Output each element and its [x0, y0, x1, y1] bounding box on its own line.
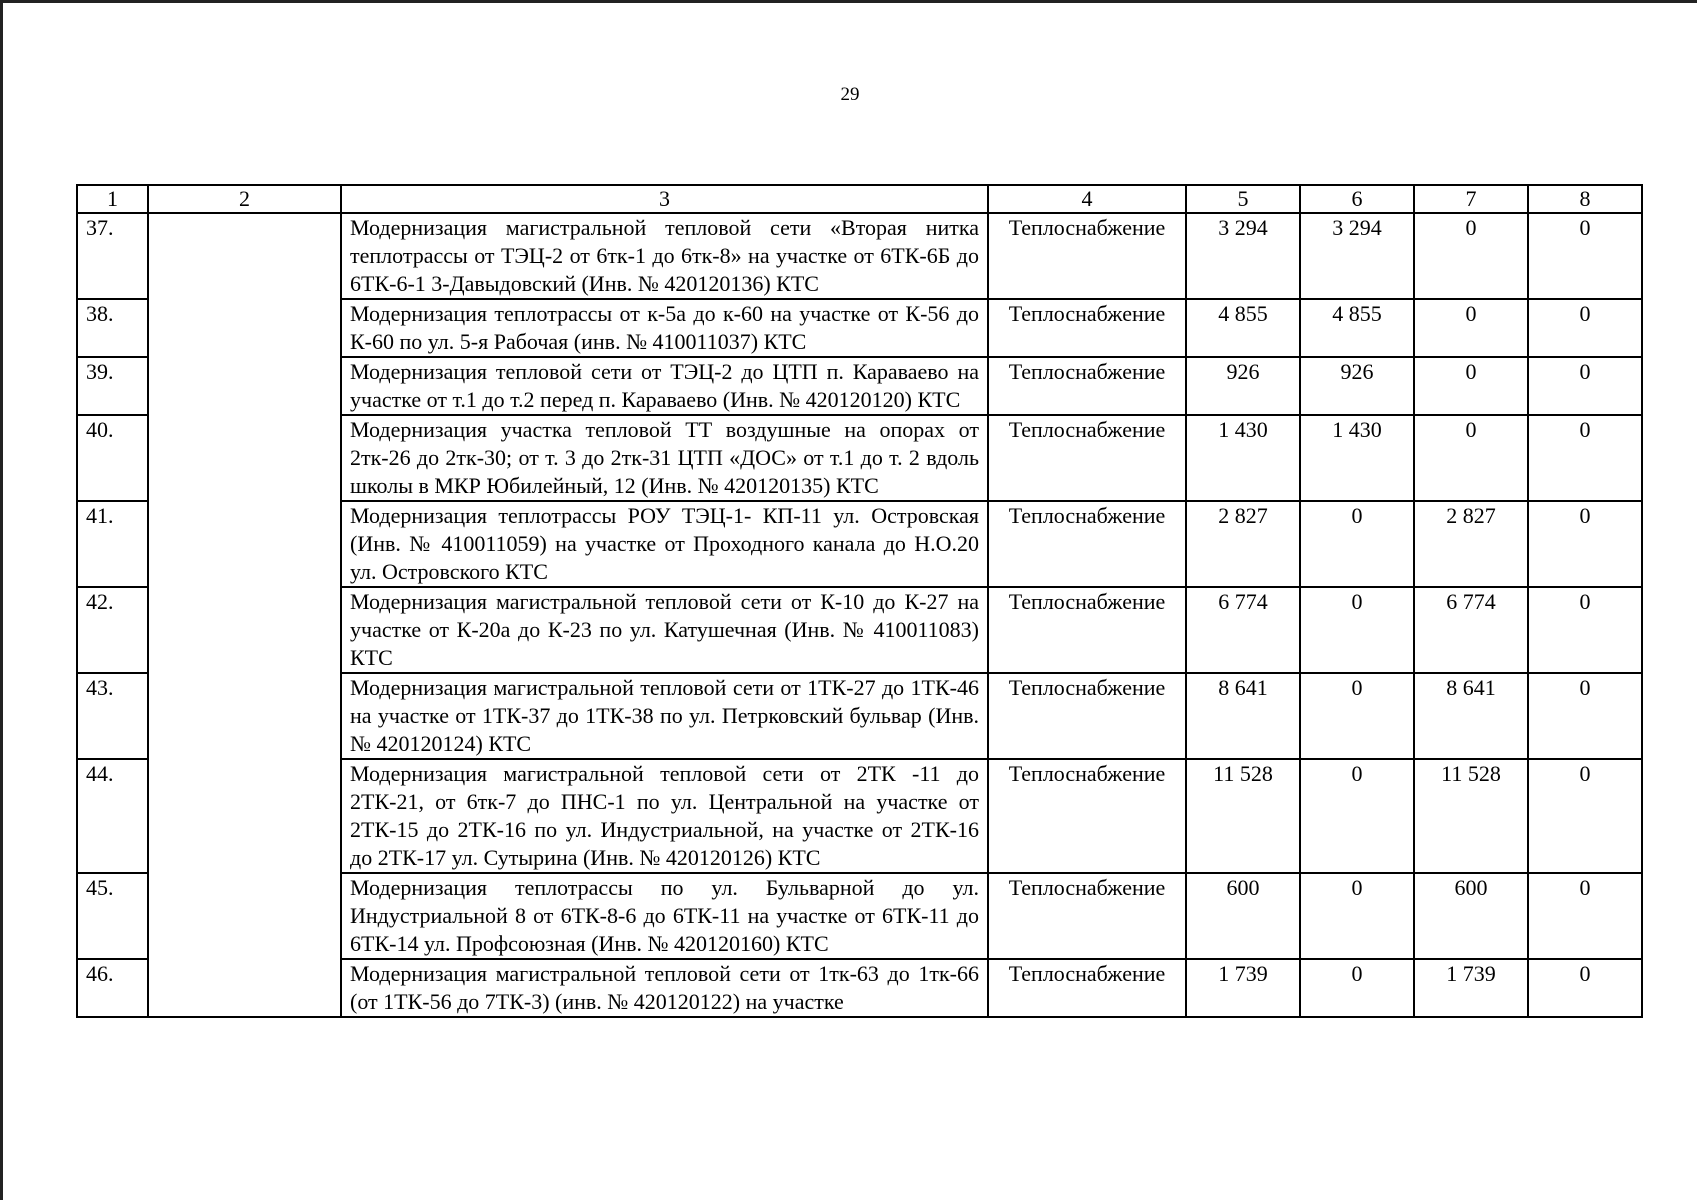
projects-table — [76, 184, 1643, 1018]
value-col8: 0 — [1528, 873, 1642, 959]
table-header-row — [77, 185, 1642, 213]
value-col7: 0 — [1414, 299, 1528, 357]
value-col5: 3 294 — [1186, 213, 1300, 299]
project-name: Модернизация участка тепловой ТТ воздушные на опорах от 2тк-26 до 2тк-30; от т. 3 до 2тк-31 ЦТП «ДОС» от т.1 до т. 2 вдоль школы в МКР Юбилейный, 12 (Инв. № 420120135) КТС — [341, 415, 988, 501]
column-header: 5 — [1186, 185, 1300, 213]
value-col6: 4 855 — [1300, 299, 1414, 357]
value-col5: 1 739 — [1186, 959, 1300, 1017]
row-number: 45. — [77, 873, 148, 959]
column-header: 8 — [1528, 185, 1642, 213]
value-col8: 0 — [1528, 959, 1642, 1017]
category: Теплоснабжение — [988, 415, 1186, 501]
value-col5: 8 641 — [1186, 673, 1300, 759]
value-col5: 11 528 — [1186, 759, 1300, 873]
row-number: 38. — [77, 299, 148, 357]
row-number: 40. — [77, 415, 148, 501]
value-col7: 6 774 — [1414, 587, 1528, 673]
row-number: 46. — [77, 959, 148, 1017]
value-col6: 0 — [1300, 501, 1414, 587]
project-name: Модернизация теплотрассы от к-5а до к-60 на участке от К-56 до К-60 по ул. 5-я Рабочая (инв. № 410011037) КТС — [341, 299, 988, 357]
value-col6: 0 — [1300, 759, 1414, 873]
value-col7: 600 — [1414, 873, 1528, 959]
category: Теплоснабжение — [988, 873, 1186, 959]
value-col7: 2 827 — [1414, 501, 1528, 587]
column-header: 6 — [1300, 185, 1414, 213]
scan-edge-left — [0, 0, 3, 1200]
category: Теплоснабжение — [988, 299, 1186, 357]
value-col7: 11 528 — [1414, 759, 1528, 873]
value-col7: 0 — [1414, 213, 1528, 299]
category: Теплоснабжение — [988, 501, 1186, 587]
category: Теплоснабжение — [988, 959, 1186, 1017]
project-name: Модернизация магистральной тепловой сети от 1ТК-27 до 1ТК-46 на участке от 1ТК-37 до 1ТК-38 по ул. Петрковский бульвар (Инв. № 420120124) КТС — [341, 673, 988, 759]
project-name: Модернизация магистральной тепловой сети от 1тк-63 до 1тк-66 (от 1ТК-56 до 7ТК-3) (инв. № 420120122) на участке — [341, 959, 988, 1017]
project-name: Модернизация теплотрассы РОУ ТЭЦ-1- КП-11 ул. Островская (Инв. № 410011059) на участке от Проходного канала до Н.О.20 ул. Островского КТС — [341, 501, 988, 587]
value-col6: 1 430 — [1300, 415, 1414, 501]
category: Теплоснабжение — [988, 759, 1186, 873]
value-col5: 600 — [1186, 873, 1300, 959]
value-col7: 1 739 — [1414, 959, 1528, 1017]
value-col6: 0 — [1300, 959, 1414, 1017]
project-name: Модернизация теплотрассы по ул. Бульварной до ул. Индустриальной 8 от 6ТК-8-6 до 6ТК-11 на участке от 6ТК-11 до 6ТК-14 ул. Профсоюзная (Инв. № 420120160) КТС — [341, 873, 988, 959]
merged-blank-cell — [148, 213, 341, 1017]
column-header: 3 — [341, 185, 988, 213]
project-name: Модернизация магистральной тепловой сети от 2ТК -11 до 2ТК-21, от 6тк-7 до ПНС-1 по ул. Центральной на участке от 2ТК-15 до 2ТК-16 по ул. Индустриальной, на участке от 2ТК-16 до 2ТК-17 ул. Сутырина (Инв. № 420120126) КТС — [341, 759, 988, 873]
row-number: 39. — [77, 357, 148, 415]
project-name: Модернизация магистральной тепловой сети от К-10 до К-27 на участке от К-20а до К-23 по ул. Катушечная (Инв. № 410011083) КТС — [341, 587, 988, 673]
value-col8: 0 — [1528, 501, 1642, 587]
value-col8: 0 — [1528, 357, 1642, 415]
column-header: 2 — [148, 185, 341, 213]
value-col5: 1 430 — [1186, 415, 1300, 501]
project-name: Модернизация магистральной тепловой сети «Вторая нитка теплотрассы от ТЭЦ-2 от 6тк-1 до 6тк-8» на участке от 6ТК-6Б до 6ТК-6-1 3-Давыдовский (Инв. № 420120136) КТС — [341, 213, 988, 299]
project-name: Модернизация тепловой сети от ТЭЦ-2 до ЦТП п. Караваево на участке от т.1 до т.2 перед п. Караваево (Инв. № 420120120) КТС — [341, 357, 988, 415]
row-number: 41. — [77, 501, 148, 587]
value-col6: 3 294 — [1300, 213, 1414, 299]
value-col5: 926 — [1186, 357, 1300, 415]
value-col8: 0 — [1528, 673, 1642, 759]
value-col6: 0 — [1300, 873, 1414, 959]
value-col7: 0 — [1414, 357, 1528, 415]
value-col8: 0 — [1528, 299, 1642, 357]
value-col7: 0 — [1414, 415, 1528, 501]
column-header: 1 — [77, 185, 148, 213]
table-row — [77, 213, 1642, 299]
value-col8: 0 — [1528, 213, 1642, 299]
row-number: 44. — [77, 759, 148, 873]
value-col5: 2 827 — [1186, 501, 1300, 587]
value-col6: 926 — [1300, 357, 1414, 415]
value-col6: 0 — [1300, 587, 1414, 673]
category: Теплоснабжение — [988, 587, 1186, 673]
column-header: 7 — [1414, 185, 1528, 213]
value-col8: 0 — [1528, 587, 1642, 673]
row-number: 42. — [77, 587, 148, 673]
page-number: 29 — [840, 84, 860, 105]
value-col8: 0 — [1528, 415, 1642, 501]
column-header: 4 — [988, 185, 1186, 213]
row-number: 37. — [77, 213, 148, 299]
category: Теплоснабжение — [988, 673, 1186, 759]
value-col8: 0 — [1528, 759, 1642, 873]
value-col5: 4 855 — [1186, 299, 1300, 357]
scan-edge-top — [0, 0, 1697, 3]
value-col7: 8 641 — [1414, 673, 1528, 759]
row-number: 43. — [77, 673, 148, 759]
value-col5: 6 774 — [1186, 587, 1300, 673]
category: Теплоснабжение — [988, 357, 1186, 415]
value-col6: 0 — [1300, 673, 1414, 759]
category: Теплоснабжение — [988, 213, 1186, 299]
